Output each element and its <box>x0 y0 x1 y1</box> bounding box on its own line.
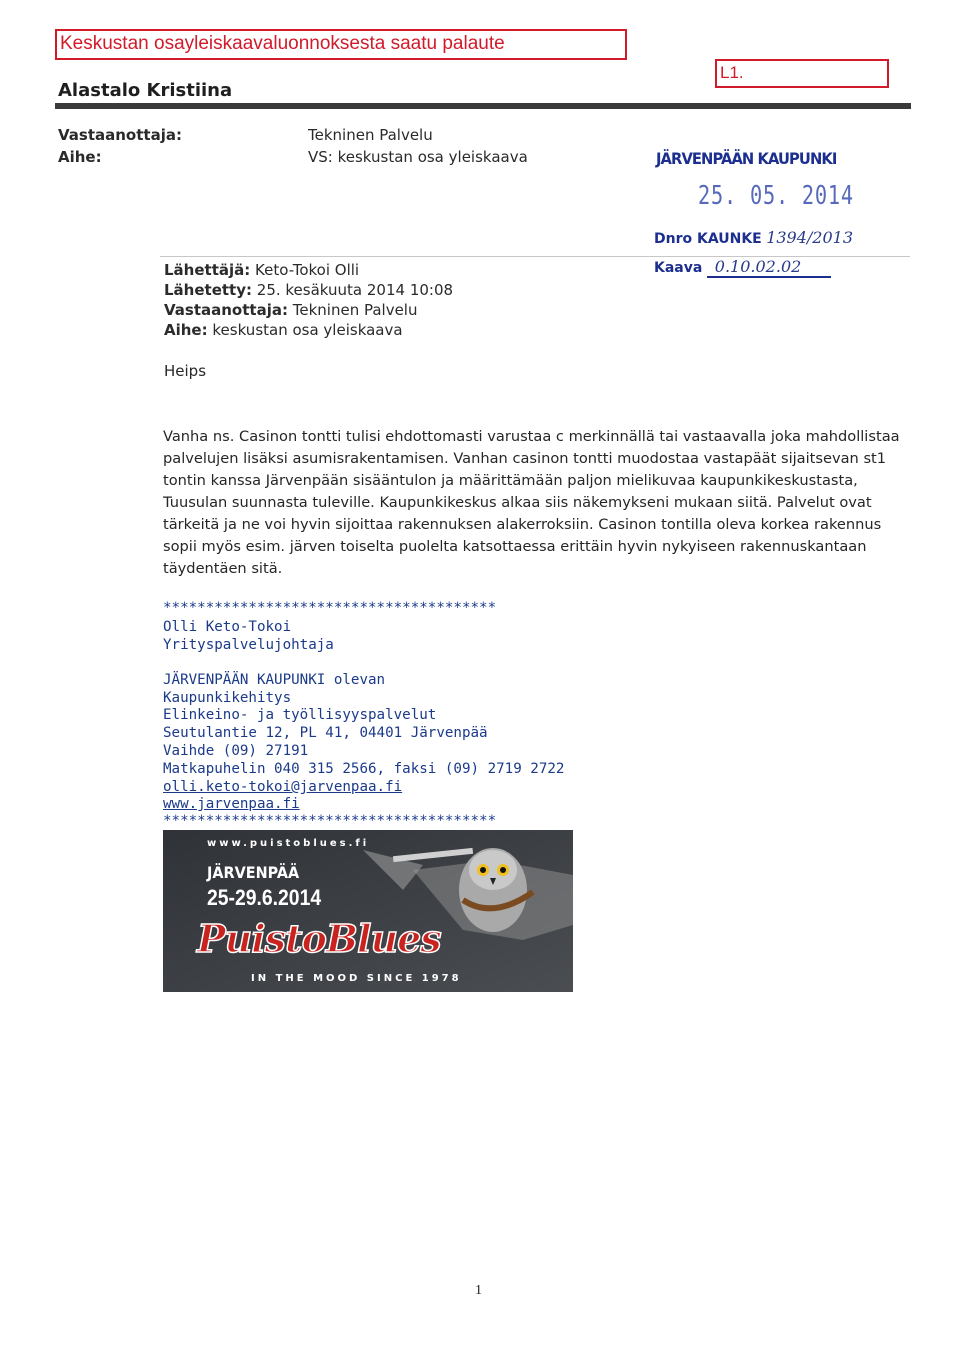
signature-web-link[interactable]: www.jarvenpaa.fi <box>163 796 300 812</box>
forward-sent <box>164 281 453 299</box>
forward-to-value: Tekninen Palvelu <box>292 301 418 319</box>
message-body <box>163 426 903 580</box>
forward-subject <box>164 321 403 339</box>
forward-subject-value: keskustan osa yleiskaava <box>212 321 403 339</box>
banner-dates: 25-29.6.2014 <box>207 885 322 910</box>
received-stamp <box>650 145 865 285</box>
signature-email-row <box>163 779 402 797</box>
forward-from-value: Keto-Tokoi Olli <box>255 261 360 279</box>
banner-tagline: IN THE MOOD SINCE 1978 <box>251 973 462 984</box>
forward-sent-label: Lähetetty: <box>164 281 252 299</box>
stamp-kaava-row <box>654 257 831 276</box>
recipient-label: Vastaanottaja: <box>58 126 182 144</box>
forward-divider <box>160 256 910 257</box>
forward-from-label: Lähettäjä: <box>164 261 251 279</box>
signature-name: Olli Keto-Tokoi <box>163 619 292 635</box>
annotation-title-box <box>55 29 627 60</box>
stamp-date: 25. 05. 2014 <box>698 181 854 211</box>
subject-label: Aihe: <box>58 148 102 166</box>
message-line: täydentäen sitä. <box>163 560 283 577</box>
message-line: palvelujen lisäksi asumisrakentamisen. Vanhan casinon tontti muodostaa vastapäät sijaitsevan st1 <box>163 450 887 467</box>
subject-value: VS: keskustan osa yleiskaava <box>308 148 528 166</box>
annotation-title: Keskustan osayleiskaavaluonnoksesta saatu palaute <box>60 33 505 54</box>
forward-from <box>164 261 359 279</box>
message-line: Tuusulan suunnasta tuleville. Kaupunkikeskus alkaa siis näkemykseni mukaan siitä. Palvelut ovat <box>163 494 872 511</box>
forward-to-label: Vastaanottaja: <box>164 301 288 319</box>
annotation-reference: L1. <box>720 63 744 82</box>
signature-web-row <box>163 796 300 814</box>
forward-subject-label: Aihe: <box>164 321 208 339</box>
stamp-org: JÄRVENPÄÄN KAUPUNKI <box>656 149 837 168</box>
author-name: Alastalo Kristiina <box>58 80 233 101</box>
stamp-kaava-value: 0.10.02.02 <box>707 257 832 278</box>
message-line: Vanha ns. Casinon tontti tulisi ehdottomasti varustaa c merkinnällä tai vastaavalla joka mahdollistaa <box>163 428 900 445</box>
forward-to <box>164 301 417 319</box>
signature-separator-bottom: *************************************** <box>163 813 497 829</box>
signature-email-link[interactable]: olli.keto-tokoi@jarvenpaa.fi <box>163 779 403 795</box>
signature-address: Seutulantie 12, PL 41, 04401 Järvenpää <box>163 725 488 741</box>
message-line: tärkeitä ja ne voi hyvin sijoittaa rakennuksen alakerroksiin. Casinon tontilla oleva korkea rakennus <box>163 516 882 533</box>
header-divider <box>55 103 911 109</box>
signature-title: Yrityspalvelujohtaja <box>163 637 334 653</box>
puistoblues-banner[interactable] <box>163 830 573 992</box>
annotation-reference-box <box>715 59 889 88</box>
stamp-dno-label: Dnro KAUNKE <box>654 231 762 247</box>
stamp-kaava-label: Kaava <box>654 260 703 276</box>
banner-url: www.puistoblues.fi <box>207 838 370 849</box>
stamp-dno-value: 1394/2013 <box>766 228 854 247</box>
recipient-value: Tekninen Palvelu <box>308 126 433 144</box>
signature-mobile: Matkapuhelin 040 315 2566, faksi (09) 2719 2722 <box>163 761 565 777</box>
stamp-dno-row <box>654 228 853 247</box>
signature-separator-top: *************************************** <box>163 600 497 616</box>
signature-dept1: Kaupunkikehitys <box>163 690 292 706</box>
signature-phone: Vaihde (09) 27191 <box>163 743 309 759</box>
message-line: tontin kanssa Järvenpään sisääntulon ja määrittämään paljon mielikuvaa kaupunkikeskustasta, <box>163 472 858 489</box>
signature-dept2: Elinkeino- ja työllisyyspalvelut <box>163 707 437 723</box>
message-line: sopii myös esim. järven toiselta puolelta katsottaessa erittäin hyvin nykyiseen rakennuskantaan <box>163 538 867 555</box>
owl-guitar-illustration <box>163 830 573 992</box>
page-number: 1 <box>475 1283 482 1298</box>
message-greeting: Heips <box>164 362 207 380</box>
signature-org: JÄRVENPÄÄN KAUPUNKI olevan <box>163 672 386 688</box>
banner-city: JÄRVENPÄÄ <box>207 863 300 882</box>
forward-sent-value: 25. kesäkuuta 2014 10:08 <box>256 281 454 299</box>
banner-logo: PuistoBlues <box>197 916 441 961</box>
